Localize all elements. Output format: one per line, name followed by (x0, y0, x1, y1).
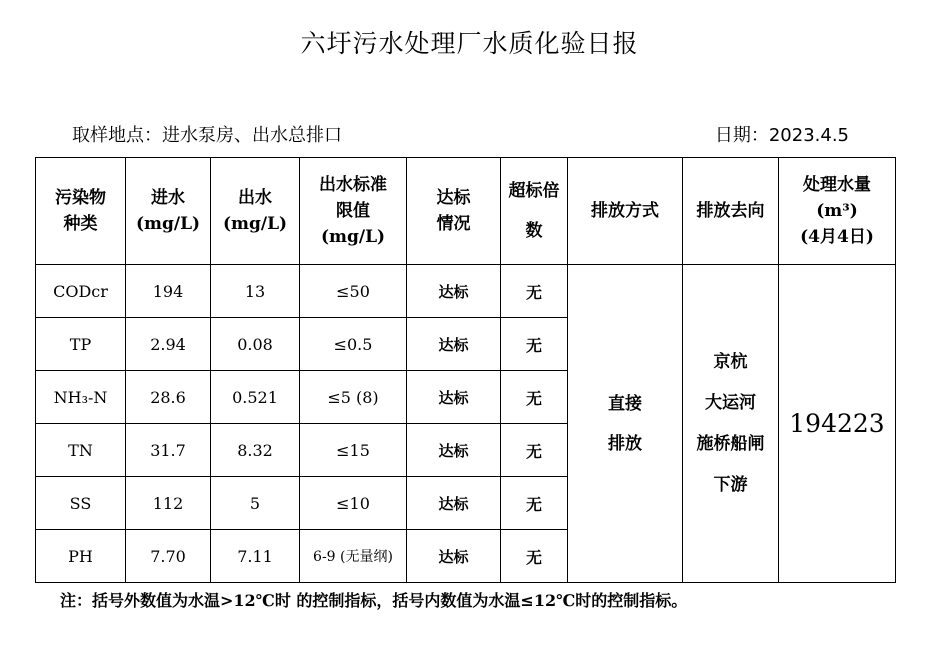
exceed-value: 无 (501, 371, 568, 424)
sample-location: 取样地点：进水泵房、出水总排口 (72, 125, 342, 146)
report-title: 六圩污水处理厂水质化验日报 (300, 29, 639, 58)
pollutant-name: TP (36, 318, 126, 371)
limit-value: 6-9 (无量纲) (300, 530, 407, 583)
status-value: 达标 (407, 477, 501, 530)
limit-value: ≤10 (300, 477, 407, 530)
pollutant-name: TN (36, 424, 126, 477)
outflow-value: 5 (211, 477, 300, 530)
exceed-value: 无 (501, 265, 568, 318)
pollutant-name: NH₃-N (36, 371, 126, 424)
volume-cell: 194223 (779, 265, 896, 583)
pollutant-name: CODcr (36, 265, 126, 318)
limit-value: ≤15 (300, 424, 407, 477)
status-value: 达标 (407, 424, 501, 477)
exceed-value: 无 (501, 424, 568, 477)
header-outflow: 出水 (mg/L) (211, 158, 300, 265)
inflow-value: 194 (126, 265, 211, 318)
table-row (36, 265, 896, 318)
water-quality-table (35, 157, 896, 583)
header-row (36, 158, 896, 265)
outflow-value: 7.11 (211, 530, 300, 583)
inflow-value: 31.7 (126, 424, 211, 477)
header-inflow: 进水 (mg/L) (126, 158, 211, 265)
inflow-value: 112 (126, 477, 211, 530)
discharge-direction-cell: 京杭 大运河 施桥船闸 下游 (683, 265, 779, 583)
inflow-value: 7.70 (126, 530, 211, 583)
inflow-value: 28.6 (126, 371, 211, 424)
report-date: 日期：2023.4.5 (714, 125, 849, 146)
header-volume: 处理水量 (m³) (4月4日) (779, 158, 896, 265)
exceed-value: 无 (501, 318, 568, 371)
header-exceed: 超标倍 数 (501, 158, 568, 265)
outflow-value: 0.521 (211, 371, 300, 424)
header-pollutant: 污染物 种类 (36, 158, 126, 265)
footnote: 注：括号外数值为水温>12℃时 的控制指标，括号内数值为水温≤12℃时的控制指标。 (60, 591, 688, 610)
outflow-value: 0.08 (211, 318, 300, 371)
limit-value: ≤5 (8) (300, 371, 407, 424)
pollutant-name: SS (36, 477, 126, 530)
pollutant-name: PH (36, 530, 126, 583)
status-value: 达标 (407, 371, 501, 424)
header-status: 达标 情况 (407, 158, 501, 265)
limit-value: ≤0.5 (300, 318, 407, 371)
exceed-value: 无 (501, 530, 568, 583)
header-discharge-method: 排放方式 (568, 158, 683, 265)
status-value: 达标 (407, 530, 501, 583)
header-standard: 出水标准 限值 (mg/L) (300, 158, 407, 265)
inflow-value: 2.94 (126, 318, 211, 371)
header-discharge-direction: 排放去向 (683, 158, 779, 265)
status-value: 达标 (407, 318, 501, 371)
outflow-value: 8.32 (211, 424, 300, 477)
limit-value: ≤50 (300, 265, 407, 318)
outflow-value: 13 (211, 265, 300, 318)
status-value: 达标 (407, 265, 501, 318)
exceed-value: 无 (501, 477, 568, 530)
discharge-method-cell: 直接 排放 (568, 265, 683, 583)
